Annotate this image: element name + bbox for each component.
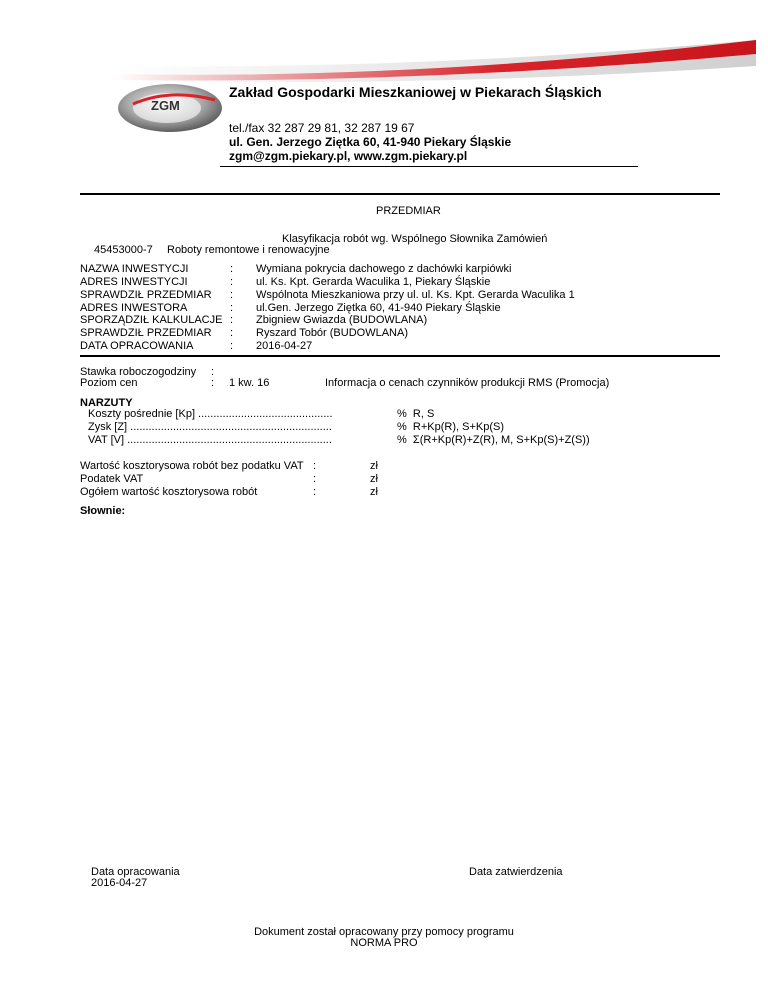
- total-label: Wartość kosztorysowa robót bez podatku VAT: [80, 460, 304, 472]
- narzut-basis: R+Kp(R), S+Kp(S): [412, 421, 504, 433]
- investment-row: [80, 263, 575, 276]
- row-value: Wspólnota Mieszkaniowa przy ul. ul. Ks. Kpt. Gerarda Waculika 1: [256, 289, 575, 301]
- total-unit: zł: [370, 460, 378, 472]
- classification-description: Roboty remontowe i renowacyjne: [167, 244, 330, 256]
- zgm-logo: [115, 78, 225, 134]
- stawka-label: Stawka roboczogodziny: [80, 366, 197, 378]
- company-name: Zakład Gospodarki Mieszkaniowej w Piekarach Śląskich: [229, 84, 602, 100]
- totals-colons: : : :: [313, 460, 317, 498]
- company-address: ul. Gen. Jerzego Ziętka 60, 41-940 Piekary Śląskie: [229, 135, 512, 149]
- narzuty-list: [88, 408, 408, 447]
- document-title: PRZEDMIAR: [376, 205, 441, 217]
- slownie-label: Słownie:: [80, 505, 126, 517]
- row-key: DATA OPRACOWANIA: [80, 340, 194, 352]
- stawka-colon: :: [211, 366, 215, 378]
- narzut-row: [88, 434, 408, 447]
- row-value: ul. Ks. Kpt. Gerarda Waculika 1, Piekary Śląskie: [256, 276, 491, 288]
- investment-row: [80, 276, 575, 289]
- poziom-value: 1 kw. 16: [229, 377, 270, 389]
- top-divider: [80, 193, 720, 195]
- preparer-row: [80, 327, 427, 340]
- row-key: SPRAWDZIŁ PRZEDMIAR: [80, 289, 212, 301]
- totals-units: [370, 460, 378, 499]
- row-colon: :: [230, 263, 234, 275]
- row-key: SPORZĄDZIŁ KALKULACJE: [80, 314, 223, 326]
- row-key: ADRES INWESTYCJI: [80, 276, 188, 288]
- footer-date-label: Data opracowania: [91, 866, 180, 878]
- total-label: Ogółem wartość kosztorysowa robót: [80, 486, 258, 498]
- row-value: Wymiana pokrycia dachowego z dachówki karpiówki: [256, 263, 512, 275]
- total-unit: zł: [370, 486, 378, 498]
- investment-row: [80, 289, 575, 302]
- row-key: NAZWA INWESTYCJI: [80, 263, 189, 275]
- investment-block: [80, 263, 575, 315]
- footer-date-value: 2016-04-27: [91, 877, 148, 889]
- row-value: Ryszard Tobór (BUDOWLANA): [256, 327, 408, 339]
- narzut-label: Zysk [Z] ..................................................................: [88, 421, 332, 433]
- narzut-pct: %: [397, 434, 407, 446]
- company-contact: zgm@zgm.piekary.pl, www.zgm.piekary.pl: [229, 149, 468, 163]
- totals-labels: [80, 460, 304, 499]
- generated-by-line1: Dokument został opracowany przy pomocy programu: [254, 926, 514, 938]
- classification-heading: Klasyfikacja robót wg. Wspólnego Słownika Zamówień: [282, 233, 548, 245]
- narzut-basis: R, S: [412, 408, 435, 420]
- narzut-pct: %: [397, 421, 407, 433]
- narzuty-heading: NARZUTY: [80, 397, 133, 409]
- row-colon: :: [230, 340, 234, 352]
- poziom-colon: :: [211, 377, 215, 389]
- narzut-row: [88, 421, 408, 434]
- narzuty-basis: [397, 408, 590, 447]
- row-colon: :: [230, 314, 234, 326]
- narzut-pct: %: [397, 408, 407, 420]
- total-unit: zł: [370, 473, 378, 485]
- row-value: 2016-04-27: [256, 340, 313, 352]
- row-colon: :: [230, 302, 234, 314]
- total-label: Podatek VAT: [80, 473, 144, 485]
- narzut-label: VAT [V] ...................................................................: [88, 434, 332, 446]
- row-colon: :: [230, 327, 234, 339]
- preparers-block: [80, 314, 427, 353]
- narzut-row: [88, 408, 408, 421]
- row-key: SPRAWDZIŁ PRZEDMIAR: [80, 327, 212, 339]
- svg-text:ZGM: ZGM: [151, 98, 180, 113]
- footer-approval-label: Data zatwierdzenia: [469, 866, 563, 878]
- classification-code: 45453000-7: [94, 244, 153, 256]
- narzut-label: Koszty pośrednie [Kp] ............................................: [88, 408, 333, 420]
- row-value: ul.Gen. Jerzego Ziętka 60, 41-940 Piekary Śląskie: [256, 302, 501, 314]
- price-info: Informacja o cenach czynników produkcji RMS (Promocja): [325, 377, 610, 389]
- narzut-basis: Σ(R+Kp(R)+Z(R), M, S+Kp(S)+Z(S)): [412, 434, 590, 446]
- row-key: ADRES INWESTORA: [80, 302, 188, 314]
- company-phone: tel./fax 32 287 29 81, 32 287 19 67: [229, 121, 415, 135]
- preparer-row: [80, 314, 427, 327]
- poziom-label: Poziom cen: [80, 377, 138, 389]
- header-underline: [220, 166, 638, 167]
- mid-divider: [80, 355, 720, 357]
- row-colon: :: [230, 289, 234, 301]
- row-value: Zbigniew Gwiazda (BUDOWLANA): [256, 314, 428, 326]
- row-colon: :: [230, 276, 234, 288]
- generated-by-line2: NORMA PRO: [350, 937, 418, 949]
- preparer-row: [80, 340, 427, 353]
